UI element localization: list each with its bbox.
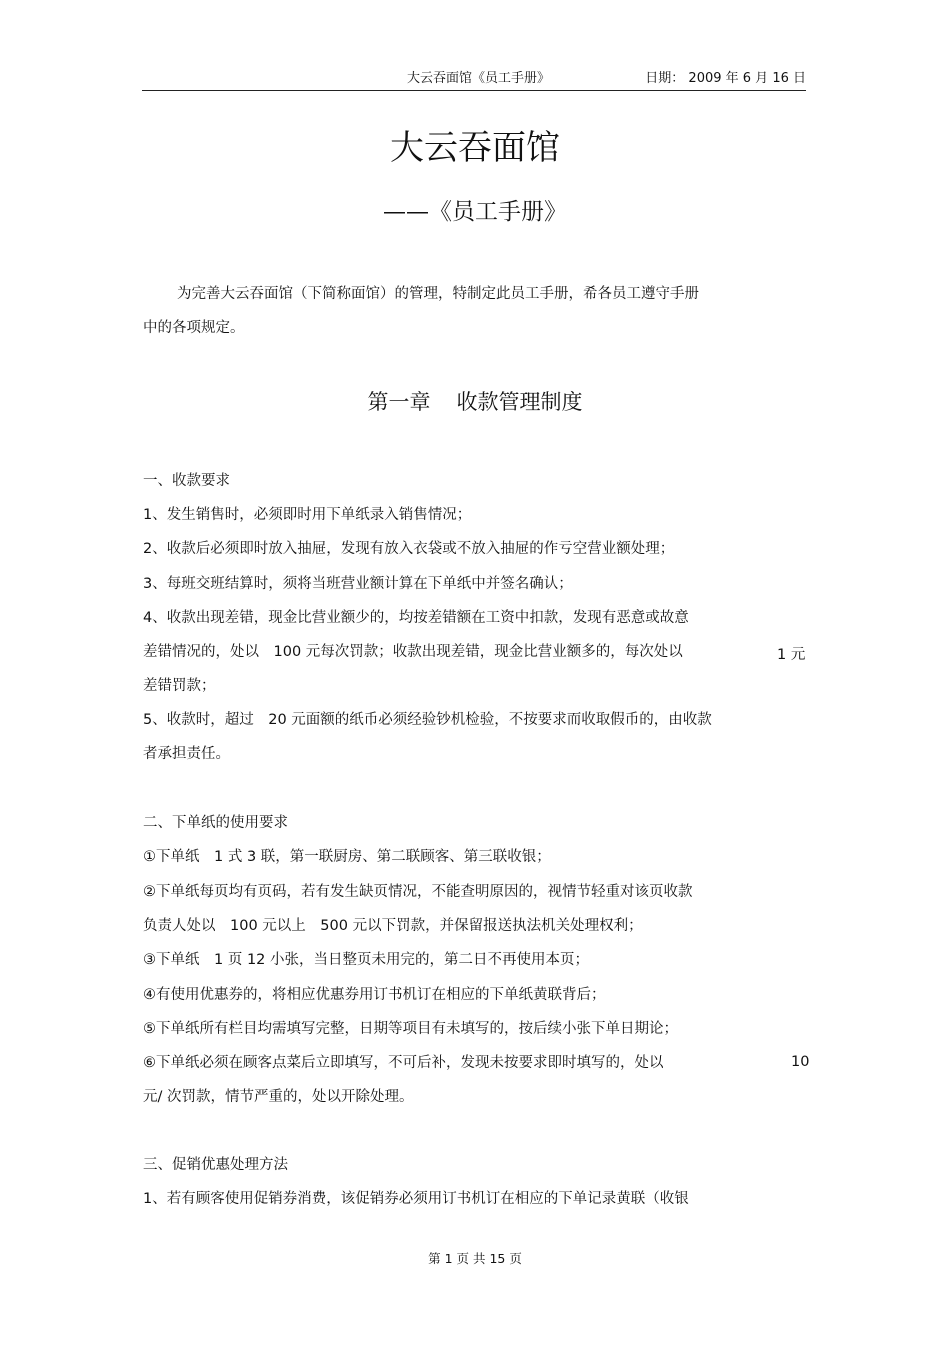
section-1-item-1: 1、发生销售时，必须即时用下单纸录入销售情况； — [143, 507, 472, 523]
section-2-item-2-line-1: ②下单纸每页均有页码，若有发生缺页情况，不能查明原因的，视情节轻重对该页收款 — [143, 884, 693, 900]
intro-line-2: 中的各项规定。 — [143, 320, 245, 336]
section-3-item-1: 1、若有顾客使用促销券消费，该促销券必须用订书机订在相应的下单记录黄联（收银 — [143, 1191, 689, 1207]
intro-line-1: 为完善大云吞面馆（下简称面馆）的管理，特制定此员工手册，希各员工遵守手册 — [177, 286, 699, 302]
section-3-heading: 三、促销优惠处理方法 — [143, 1157, 288, 1173]
chapter-number: 第一章 — [367, 390, 431, 414]
section-1-item-4-amount: 1 元 — [777, 647, 806, 663]
document-subtitle: ——《员工手册》 — [383, 199, 567, 225]
chapter-name: 收款管理制度 — [456, 390, 583, 414]
section-1-item-4-line-2: 差错情况的，处以 100 元每次罚款；收款出现差错，现金比营业额多的，每次处以 — [143, 644, 683, 660]
section-1-item-4-line-3: 差错罚款； — [143, 678, 216, 694]
section-1-item-4-line-1: 4、收款出现差错，现金比营业额少的，均按差错额在工资中扣款，发现有恶意或故意 — [143, 610, 689, 626]
section-2-item-4: ④有使用优惠券的，将相应优惠券用订书机订在相应的下单纸黄联背后； — [143, 987, 606, 1003]
page-footer: 第 1 页 共 15 页 — [428, 1251, 522, 1266]
section-2-item-1: ①下单纸 1 式 3 联，第一联厨房、第二联顾客、第三联收银； — [143, 849, 551, 865]
section-1-heading: 一、收款要求 — [143, 473, 230, 489]
section-2-item-6-line-1: ⑥下单纸必须在顾客点菜后立即填写，不可后补，发现未按要求即时填写的，处以 — [143, 1055, 664, 1071]
header-date: 日期： 2009 年 6 月 16 日 — [645, 71, 806, 86]
document-title: 大云吞面馆 — [390, 128, 560, 168]
section-1-item-2: 2、收款后必须即时放入抽屉，发现有放入衣袋或不放入抽屉的作亏空营业额处理； — [143, 541, 675, 557]
section-2-item-2-line-2: 负责人处以 100 元以上 500 元以下罚款，并保留报送执法机关处理权利； — [143, 918, 643, 934]
chapter-heading — [0, 386, 950, 416]
section-1-item-5-line-2: 者承担责任。 — [143, 746, 230, 762]
section-2-item-6-amount: 10 — [791, 1054, 810, 1070]
section-1-item-3: 3、每班交班结算时，须将当班营业额计算在下单纸中并签名确认； — [143, 576, 573, 592]
section-2-item-3: ③下单纸 1 页 12 小张，当日整页未用完的，第二日不再使用本页； — [143, 952, 589, 968]
section-2-heading: 二、下单纸的使用要求 — [143, 815, 288, 831]
header-doc-title: 大云吞面馆《员工手册》 — [407, 71, 551, 86]
section-2-item-5: ⑤下单纸所有栏目均需填写完整，日期等项目有未填写的，按后续小张下单日期论； — [143, 1021, 678, 1037]
section-1-item-5-line-1: 5、收款时，超过 20 元面额的纸币必须经验钞机检验，不按要求而收取假币的，由收款 — [143, 712, 712, 728]
page-header — [142, 64, 806, 91]
section-2-item-6-line-2: 元/ 次罚款，情节严重的，处以开除处理。 — [143, 1089, 414, 1105]
